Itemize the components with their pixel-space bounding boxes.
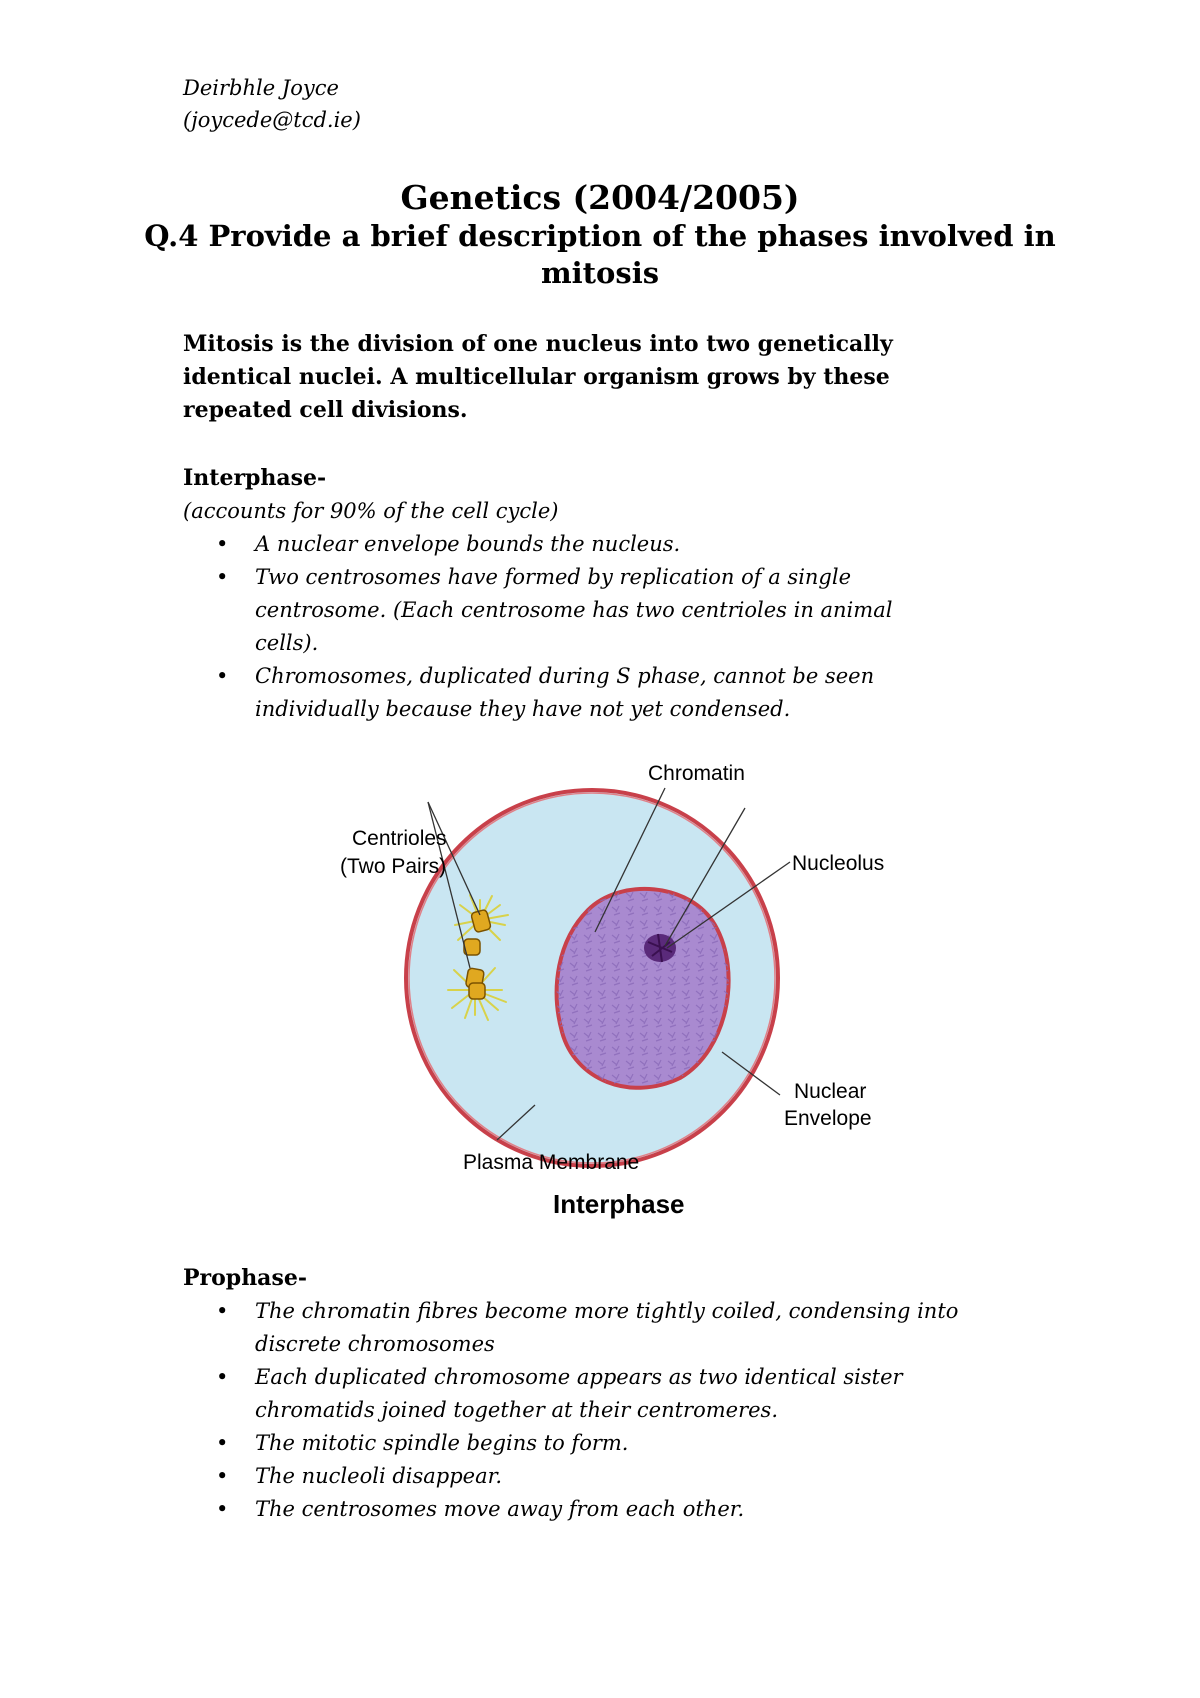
interphase-bullet-item: [183, 660, 892, 726]
nucleus-texture: [557, 889, 729, 1088]
centriole: [469, 983, 485, 999]
bullet-icon: •: [216, 565, 229, 589]
label-chromatin: Chromatin: [648, 762, 745, 785]
interphase-bullet-item: [183, 561, 892, 660]
question-line-1: Q.4 Provide a brief description of the phases involved in: [144, 219, 1056, 253]
prophase-bullet-text: The chromatin fibres become more tightly coiled, condensing into: [255, 1299, 959, 1323]
interphase-heading: Interphase-: [183, 465, 327, 491]
prophase-bullet-item: [183, 1361, 958, 1427]
author-email: (joycede@tcd.ie): [183, 108, 361, 132]
question-heading: [0, 218, 1200, 292]
author-name: Deirbhle Joyce: [183, 76, 339, 100]
interphase-bullet-text: Chromosomes, duplicated during S phase, cannot be seen: [255, 664, 875, 688]
bullet-icon: •: [216, 1464, 229, 1488]
interphase-bullet-text: Two centrosomes have formed by replication of a single: [255, 565, 852, 589]
bullet-icon: •: [216, 664, 229, 688]
prophase-bullet-item: [183, 1295, 958, 1361]
prophase-bullet-list: [183, 1295, 958, 1526]
label-nuclear-envelope-line2: Envelope: [784, 1107, 872, 1130]
question-line-2: mitosis: [540, 256, 660, 290]
diagram-caption: Interphase: [553, 1189, 685, 1219]
label-nucleolus: Nucleolus: [792, 852, 885, 875]
label-nuclear-envelope-line1: Nuclear: [794, 1080, 867, 1103]
intro-paragraph: [183, 328, 1033, 427]
prophase-bullet-item: [183, 1427, 958, 1460]
prophase-bullet-item: [183, 1460, 958, 1493]
intro-line-1: Mitosis is the division of one nucleus into two genetically: [183, 331, 893, 357]
interphase-bullet-item: [183, 528, 892, 561]
intro-line-3: repeated cell divisions.: [183, 397, 468, 423]
prophase-bullet-text: The mitotic spindle begins to form.: [255, 1431, 629, 1455]
interphase-bullet-list: [183, 528, 892, 726]
bullet-icon: •: [216, 1299, 229, 1323]
prophase-bullet-text: The nucleoli disappear.: [255, 1464, 503, 1488]
bullet-icon: •: [216, 1431, 229, 1455]
interphase-bullet-text: A nuclear envelope bounds the nucleus.: [255, 532, 681, 556]
label-plasma-membrane: Plasma Membrane: [463, 1151, 640, 1174]
interphase-note: (accounts for 90% of the cell cycle): [183, 499, 559, 523]
prophase-bullet-text: Each duplicated chromosome appears as two identical sister: [255, 1365, 903, 1389]
author-block: [183, 72, 361, 136]
label-centrioles-line2: (Two Pairs): [340, 855, 447, 878]
interphase-bullet-text: centrosome. (Each centrosome has two centrioles in animal: [255, 598, 893, 622]
bullet-icon: •: [216, 1365, 229, 1389]
interphase-bullet-text: cells).: [255, 631, 319, 655]
label-centrioles-line1: Centrioles: [352, 827, 447, 850]
prophase-bullet-text: The centrosomes move away from each other.: [255, 1497, 745, 1521]
prophase-bullet-text: chromatids joined together at their centromeres.: [255, 1398, 779, 1422]
prophase-heading: Prophase-: [183, 1265, 307, 1291]
intro-line-2: identical nuclei. A multicellular organism grows by these: [183, 364, 890, 390]
interphase-bullet-text: individually because they have not yet condensed.: [255, 697, 791, 721]
bullet-icon: •: [216, 532, 229, 556]
interphase-diagram: [330, 750, 950, 1230]
bullet-icon: •: [216, 1497, 229, 1521]
document-title: Genetics (2004/2005): [400, 178, 800, 217]
prophase-bullet-text: discrete chromosomes: [255, 1332, 495, 1356]
prophase-bullet-item: [183, 1493, 958, 1526]
